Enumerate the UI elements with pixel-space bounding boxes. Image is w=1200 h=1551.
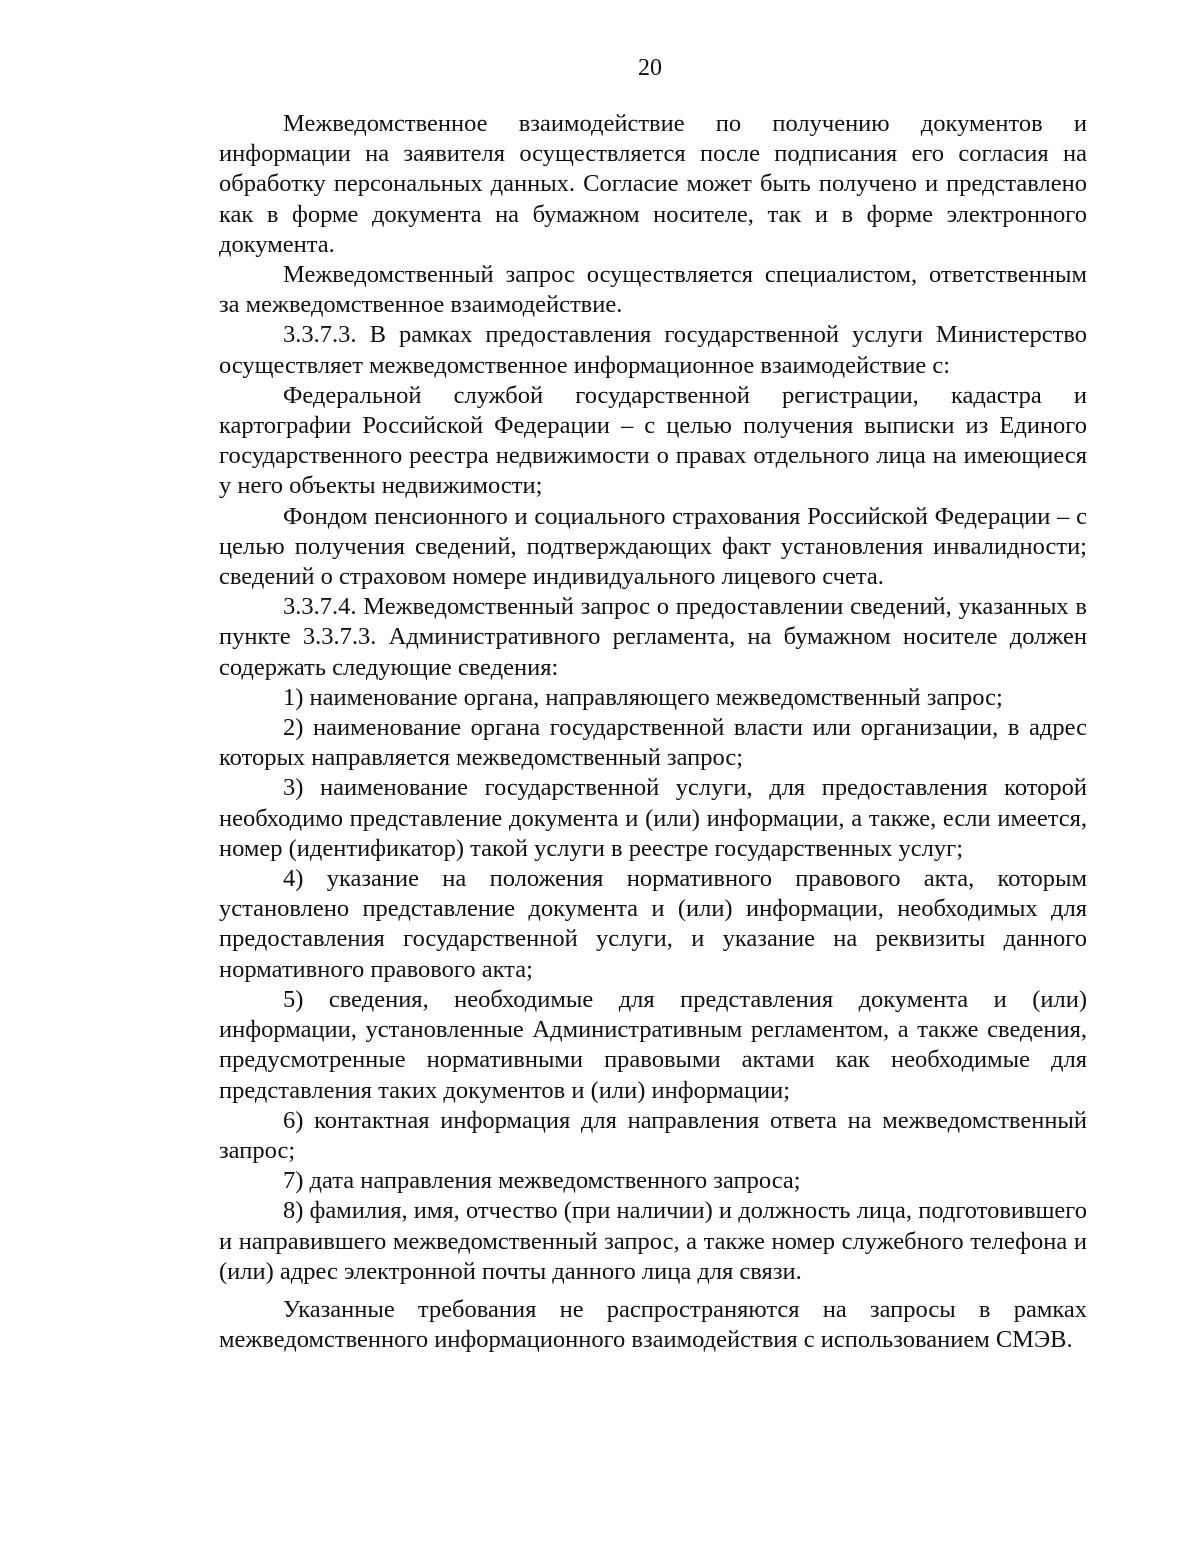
page-number: 20 xyxy=(638,55,662,81)
list-item-5: 5) сведения, необходимые для представления документа и (или) информации, установленные Административным регламентом, а также сведения, предусмотренные нормативными правовыми актами как необходимые для представления таких документов и (или) информации; xyxy=(219,985,1087,1104)
paragraph-3-3-7-4: 3.3.7.4. Межведомственный запрос о предоставлении сведений, указанных в пункте 3.3.7.3. Административного регламента, на бумажном носителе должен содержать следующие сведения: xyxy=(219,593,1087,681)
list-item-7: 7) дата направления межведомственного запроса; xyxy=(283,1167,801,1195)
paragraph-interagency-consent: Межведомственное взаимодействие по получению документов и информации на заявителя осуществляется после подписания его согласия на обработку персональных данных. Согласие может быть получено и представлено как в форме документа на бумажном носителе, так и в форме электронного документа. xyxy=(219,110,1087,258)
list-item-2: 2) наименование органа государственной власти или организации, в адрес которых направляется межведомственный запрос; xyxy=(219,714,1087,772)
paragraph-3-3-7-3: 3.3.7.3. В рамках предоставления государственной услуги Министерство осуществляет межведомственное информационное взаимодействие с: xyxy=(219,321,1087,379)
paragraph-rosreestr: Федеральной службой государственной регистрации, кадастра и картографии Российской Федерации – с целью получения выписки из Единого государственного реестра недвижимости о правах отдельного лица на имеющиеся у него объекты недвижимости; xyxy=(219,381,1087,500)
list-item-6: 6) контактная информация для направления ответа на межведомственный запрос; xyxy=(219,1106,1087,1164)
list-item-4: 4) указание на положения нормативного правового акта, которым установлено представление документа и (или) информации, необходимых для предоставления государственной услуги, и указание на реквизиты данного нормативного правового акта; xyxy=(219,865,1087,983)
list-item-3: 3) наименование государственной услуги, для предоставления которой необходимо представление документа и (или) информации, а также, если имеется, номер (идентификатор) такой услуги в реестре государственных услуг; xyxy=(219,774,1087,862)
paragraph-interagency-request: Межведомственный запрос осуществляется специалистом, ответственным за межведомственное взаимодействие. xyxy=(219,261,1087,319)
paragraph-smev-note: Указанные требования не распространяются на запросы в рамках межведомственного информационного взаимодействия с использованием СМЭВ. xyxy=(219,1295,1087,1354)
document-body xyxy=(219,109,1087,1355)
list-item-8: 8) фамилия, имя, отчество (при наличии) и должность лица, подготовившего и направившего межведомственный запрос, а также номер служебного телефона и (или) адрес электронной почты данного лица для связи. xyxy=(219,1197,1087,1285)
list-item-1: 1) наименование органа, направляющего межведомственный запрос; xyxy=(283,683,1003,711)
paragraph-pension-fund: Фондом пенсионного и социального страхования Российской Федерации – с целью получения сведений, подтверждающих факт установления инвалидности; сведений о страховом номере индивидуального лицевого счета. xyxy=(219,502,1087,591)
